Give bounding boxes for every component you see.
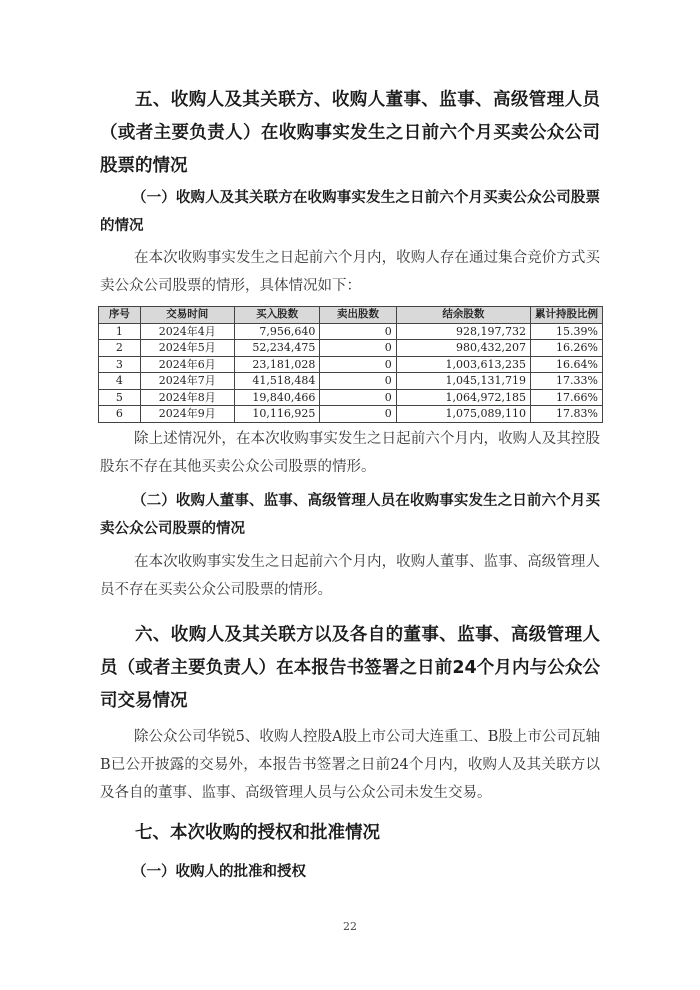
cell-date: 2024年8月 [140, 389, 234, 406]
cell-sold: 0 [320, 373, 396, 390]
section7-sub1-heading: （一）收购人的批准和授权 [132, 864, 306, 880]
cell-balance: 1,003,613,235 [396, 356, 530, 373]
cell-seq: 6 [99, 406, 141, 423]
cell-ratio: 17.66% [531, 389, 603, 406]
cell-balance: 928,197,732 [396, 323, 530, 340]
cell-date: 2024年7月 [140, 373, 234, 390]
cell-date: 2024年5月 [140, 340, 234, 357]
cell-date: 2024年4月 [140, 323, 234, 340]
cell-sold: 0 [320, 356, 396, 373]
col-header-date: 交易时间 [140, 307, 234, 324]
col-header-ratio: 累计持股比例 [531, 307, 603, 324]
section5-sub1-heading: （一）收购人及其关联方在收购事实发生之日前六个月买卖公众公司股票的情况 [100, 190, 600, 234]
cell-seq: 2 [99, 340, 141, 357]
cell-bought: 23,181,028 [234, 356, 320, 373]
cell-bought: 10,116,925 [234, 406, 320, 423]
section6-body: 除公众公司华锐5、收购人控股A股上市公司大连重工、B股上市公司瓦轴B已公开披露的交易外，本报告书签署之日前24个月内，收购人及其关联方以及各自的董事、监事、高级管理人员与公众公司未发生交易。 [100, 729, 600, 801]
share-trading-table [98, 306, 603, 423]
cell-sold: 0 [320, 406, 396, 423]
cell-sold: 0 [320, 389, 396, 406]
table-header-row [99, 307, 603, 324]
section5-sub2-body: 在本次收购事实发生之日起前六个月内，收购人董事、监事、高级管理人员不存在买卖公众公司股票的情形。 [100, 554, 600, 598]
page-number: 22 [343, 920, 357, 933]
cell-ratio: 16.64% [531, 356, 603, 373]
cell-sold: 0 [320, 340, 396, 357]
cell-sold: 0 [320, 323, 396, 340]
section5-sub1-intro: 在本次收购事实发生之日起前六个月内，收购人存在通过集合竞价方式买卖公众公司股票的情形，具体情况如下： [100, 250, 600, 294]
cell-balance: 1,075,089,110 [396, 406, 530, 423]
cell-bought: 41,518,484 [234, 373, 320, 390]
table-row [99, 323, 603, 340]
col-header-sold: 卖出股数 [320, 307, 396, 324]
cell-balance: 1,064,972,185 [396, 389, 530, 406]
cell-bought: 7,956,640 [234, 323, 320, 340]
cell-bought: 52,234,475 [234, 340, 320, 357]
section5-sub2-heading: （二）收购人董事、监事、高级管理人员在收购事实发生之日前六个月买卖公众公司股票的情况 [100, 493, 600, 537]
table-row [99, 406, 603, 423]
cell-seq: 1 [99, 323, 141, 340]
cell-balance: 1,045,131,719 [396, 373, 530, 390]
section7-heading: 七、本次收购的授权和批准情况 [135, 823, 380, 843]
cell-date: 2024年6月 [140, 356, 234, 373]
section5-heading: 五、收购人及其关联方、收购人董事、监事、高级管理人员（或者主要负责人）在收购事实发生之日前六个月买卖公众公司股票的情况 [100, 90, 600, 176]
table-row [99, 340, 603, 357]
cell-balance: 980,432,207 [396, 340, 530, 357]
table-row [99, 373, 603, 390]
cell-ratio: 16.26% [531, 340, 603, 357]
cell-ratio: 17.83% [531, 406, 603, 423]
col-header-bought: 买入股数 [234, 307, 320, 324]
table-row [99, 356, 603, 373]
col-header-seq: 序号 [99, 307, 141, 324]
col-header-balance: 结余股数 [396, 307, 530, 324]
cell-date: 2024年9月 [140, 406, 234, 423]
cell-seq: 3 [99, 356, 141, 373]
section6-heading: 六、收购人及其关联方以及各自的董事、监事、高级管理人员（或者主要负责人）在本报告书签署之日前24个月内与公众公司交易情况 [100, 625, 600, 711]
cell-ratio: 17.33% [531, 373, 603, 390]
table-row [99, 389, 603, 406]
cell-bought: 19,840,466 [234, 389, 320, 406]
section5-sub1-after: 除上述情况外，在本次收购事实发生之日起前六个月内，收购人及其控股股东不存在其他买卖公众公司股票的情形。 [100, 431, 600, 475]
cell-seq: 4 [99, 373, 141, 390]
cell-ratio: 15.39% [531, 323, 603, 340]
cell-seq: 5 [99, 389, 141, 406]
